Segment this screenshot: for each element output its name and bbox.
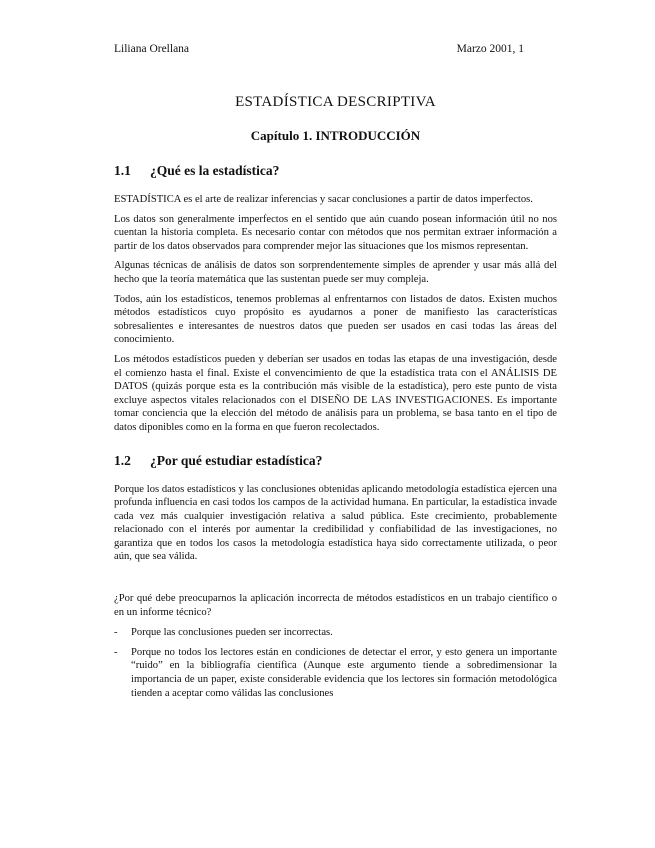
chapter-heading: Capítulo 1. INTRODUCCIÓN — [250, 128, 421, 143]
paragraph: Todos, aún los estadísticos, tenemos problemas al enfrentarnos con listados de datos. Existen muchos métodos estadísticos cuyo propósito es ayudarnos a poner de manifiesto las características sobresalientes e interesantes de nuestros datos que pueden ser usados en casi todas las áreas del conocimiento. — [114, 293, 557, 346]
paragraph: Los métodos estadísticos pueden y deberían ser usados en todas las etapas de una investigación, desde el comienzo hasta el final. Existe el convencimiento de que la estadística trata con el ANÁLISIS DE DATOS (quizás porque esta es la contribución más visible de la estadística), pero este punto de vista excluye aspectos vitales relacionados con el DISEÑO DE LAS INVESTIGACIONES. Es importante tomar conciencia que la elección del método de análisis para un problema, se basa tanto en el tipo de datos diponibles como en la forma en que fueron recolectados. — [114, 353, 557, 433]
spacer — [114, 570, 557, 592]
dash-bullet: - — [114, 646, 118, 658]
paragraph: ESTADÍSTICA es el arte de realizar inferencias y sacar conclusiones a partir de datos imperfectos. — [114, 194, 533, 205]
list-item-text: Porque no todos los lectores están en condiciones de detectar el error, y esto genera un importante “ruido” en la bibliografía científica (Aunque este argumento tiende a sobredimensionar la importancia de un paper, existe considerable evidencia que los lectores sin formación metodológica tienden a aceptar como válidas las conclusiones — [131, 646, 557, 699]
section-title: ¿Por qué estudiar estadística? — [150, 452, 323, 468]
list-item — [114, 646, 557, 700]
list-item — [114, 626, 557, 640]
page-header — [114, 43, 524, 55]
paragraph: Los datos son generalmente imperfectos en el sentido que aún cuando posean información útil no nos cuentan la historia completa. Es necesario contar con métodos que nos permitan extraer información a partir de los datos observados para comprender mejor las situaciones que los mismos representan. — [114, 213, 557, 252]
section-heading-1 — [114, 163, 557, 179]
header-author: Liliana Orellana — [114, 43, 190, 55]
document-title: ESTADÍSTICA DESCRIPTIVA — [235, 94, 436, 110]
section-number: 1.1 — [114, 163, 131, 178]
document-body — [114, 94, 557, 706]
question-paragraph: ¿Por qué debe preocuparnos la aplicación incorrecta de métodos estadísticos en un trabajo científico o en un informe técnico? — [114, 593, 557, 618]
list-item-text: Porque las conclusiones pueden ser incorrectas. — [131, 627, 333, 639]
section-title: ¿Qué es la estadística? — [150, 163, 280, 178]
paragraph: Porque los datos estadísticos y las conclusiones obtenidas aplicando metodología estadística ejercen una profunda influencia en casi todos los campos de la actividad humana. En particular, la estadística invade cada vez más cualquier investigación relativa a salud pública. Este crecimiento, probablemente relacionado con el interés por aumentar la credibilidad y confiabilidad de las investigaciones, no garantiza que en todos los casos la metodología estadística haya sido correctamente utilizada, o peor aún, que sea válida. — [114, 483, 557, 563]
bullet-list — [114, 626, 557, 700]
dash-bullet: - — [114, 627, 118, 639]
paragraph: Algunas técnicas de análisis de datos son sorprendentemente simples de aprender y usar más allá del hecho que la teoría matemática que las sustentan puede ser muy compleja. — [114, 260, 557, 285]
header-date: Marzo 2001, 1 — [456, 43, 524, 55]
section-number: 1.2 — [114, 452, 131, 468]
section-heading-2 — [114, 453, 557, 469]
